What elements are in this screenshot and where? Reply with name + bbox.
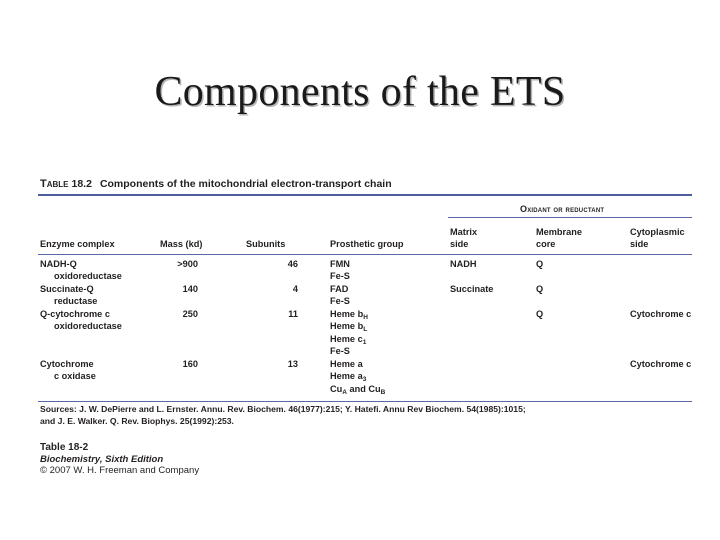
subunit-count: 11 [288, 309, 298, 319]
prosthetic-group: FMN [330, 259, 350, 269]
enzyme-complex-name-cont: oxidoreductase [54, 321, 122, 332]
credit-table-number: Table 18-2 [40, 442, 89, 453]
membrane-core-value: Q [536, 309, 544, 319]
membrane-core-value: Q [536, 259, 544, 269]
header-rule [38, 254, 692, 255]
slide-title: Components of the ETS [154, 69, 566, 115]
group-header-rule [448, 217, 692, 218]
table-sources [40, 404, 526, 427]
subunit-count: 13 [287, 359, 298, 369]
credit-copyright: © 2007 W. H. Freeman and Company [40, 465, 200, 476]
prosthetic-group: $Cu_A$ and $Cu_B$ [330, 383, 386, 396]
caption-number: 18.2 [71, 178, 92, 190]
header-cytoplasmic-side: Cytoplasmic side [630, 227, 685, 250]
prosthetic-group: Heme $a_3$ [330, 371, 367, 384]
header-matrix-side: Matrix side [450, 227, 478, 250]
cytoplasmic-side-value: Cytochrome c [630, 309, 692, 319]
enzyme-complex-name: NADH-Q [40, 259, 77, 269]
prosthetic-group: Heme $c_1$ [330, 333, 367, 346]
oxidant-reductant-header: Oxidant or reductant [520, 204, 605, 214]
matrix-side-value: Succinate [450, 284, 494, 294]
header-subunits: Subunits [246, 239, 286, 249]
header-mass: Mass (kd) [160, 239, 203, 249]
sources-line-1: Sources: J. W. DePierre and L. Ernster. Annu. Rev. Biochem. 46(1977):215; Y. Hatefi. Annu Rev Biochem. 54(1985):1015; [40, 404, 526, 414]
enzyme-complex-name: Cytochrome [40, 359, 94, 369]
header-membrane-core: Membrane core [536, 227, 582, 250]
membrane-core-value: Q [536, 284, 544, 294]
prosthetic-group: Heme $b_H$ [330, 309, 368, 321]
bottom-rule [38, 401, 692, 402]
mass-kd: >900 [177, 259, 198, 269]
caption-label: Table [40, 178, 69, 190]
header-prosthetic-group: Prosthetic group [330, 239, 404, 249]
enzyme-complex-name-cont: oxidoreductase [54, 271, 122, 282]
credit-book-title: Biochemistry, Sixth Edition [40, 453, 164, 465]
enzyme-complex-name-cont: c oxidase [54, 371, 96, 382]
cytoplasmic-side-value: Cytochrome c [630, 359, 692, 369]
table-credit [40, 442, 199, 477]
caption-text: Components of the mitochondrial electron-transport chain [99, 178, 392, 190]
subunit-count: 4 [292, 284, 298, 294]
subunit-count: 46 [287, 259, 298, 269]
prosthetic-group: Fe-S [330, 271, 350, 282]
mass-kd: 140 [182, 284, 198, 294]
enzyme-complex-name-cont: reductase [54, 296, 98, 307]
mass-kd: 160 [182, 359, 198, 369]
sources-line-2: and J. E. Walker. Q. Rev. Biophys. 25(1992):253. [40, 415, 234, 426]
mass-kd: 250 [182, 309, 198, 319]
enzyme-complex-name: Q-cytochrome c [40, 309, 110, 319]
top-rule [38, 194, 692, 196]
enzyme-complex-name: Succinate-Q [40, 284, 94, 294]
table-caption [40, 178, 392, 190]
prosthetic-group: Heme a [330, 359, 363, 369]
prosthetic-group: Fe-S [330, 346, 350, 357]
header-enzyme-complex: Enzyme complex [40, 239, 115, 249]
prosthetic-group: FAD [330, 284, 349, 294]
matrix-side-value: NADH [450, 259, 477, 269]
prosthetic-group: Heme $b_L$ [330, 321, 368, 334]
prosthetic-group: Fe-S [330, 296, 350, 307]
